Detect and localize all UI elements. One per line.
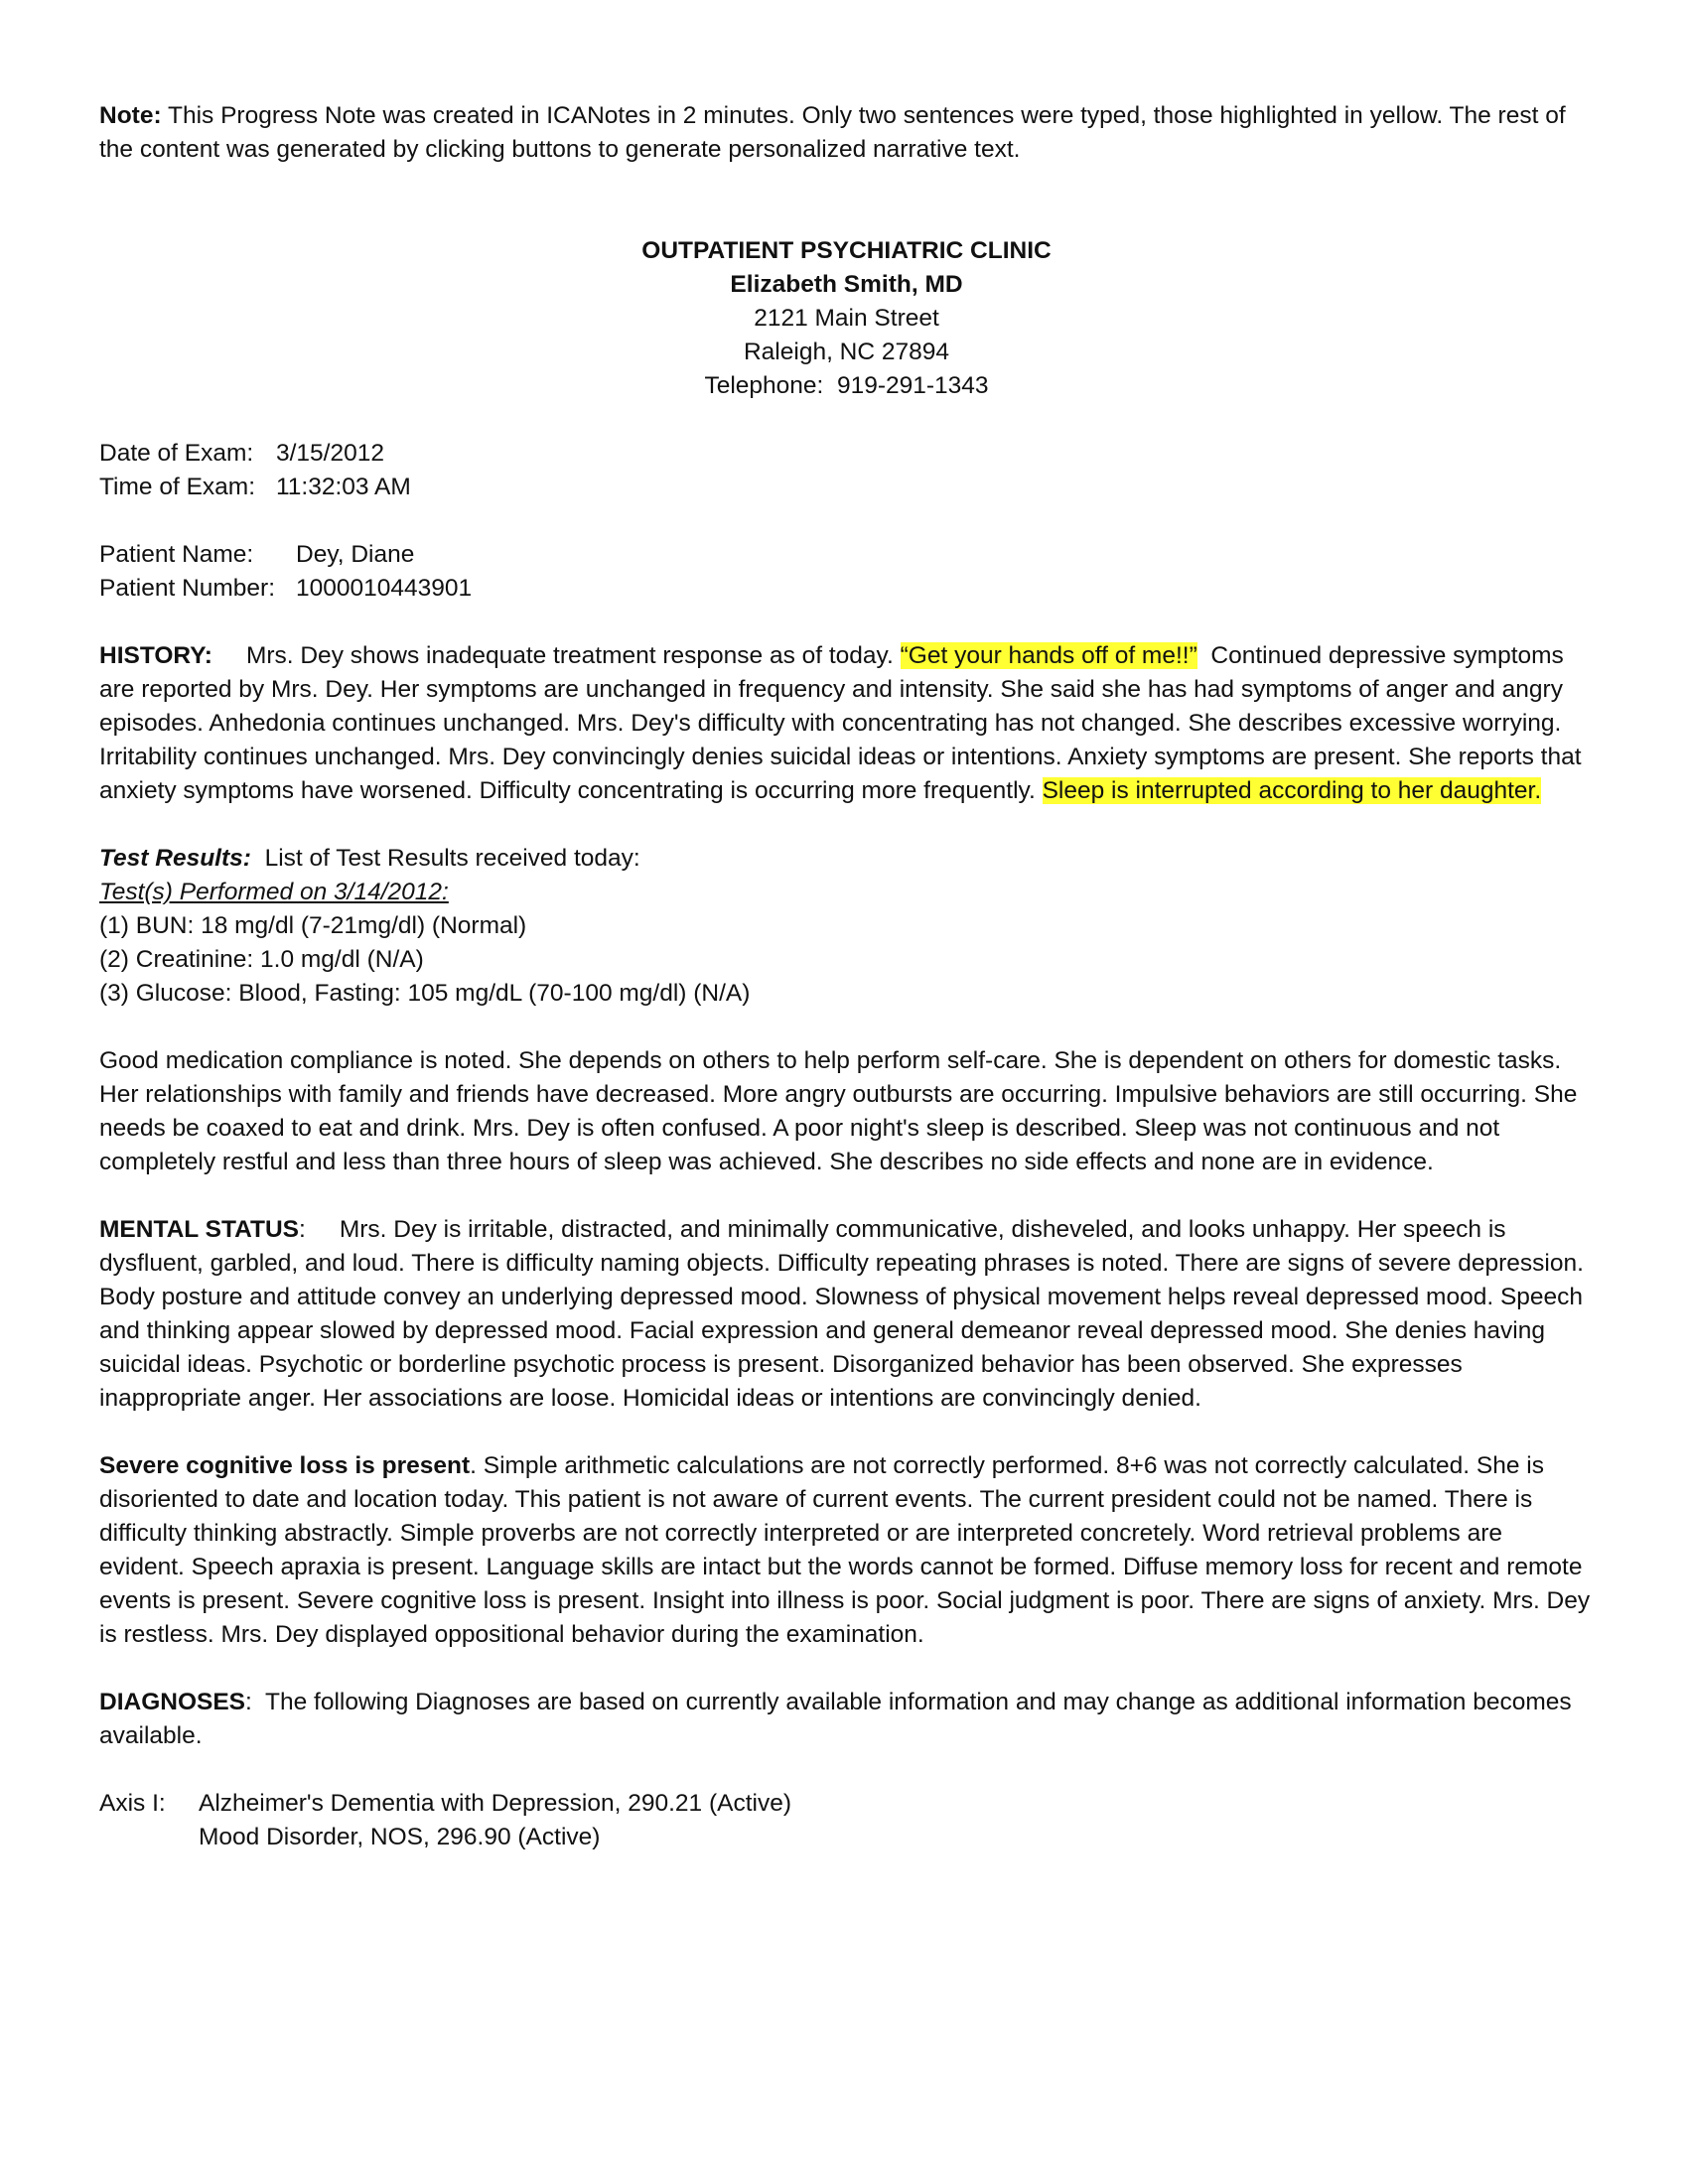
exam-date-row <box>99 437 1594 471</box>
mental-status-paragraph: MENTAL STATUS: Mrs. Dey is irritable, distracted, and minimally communicative, disheveled, and looks unhappy. Her speech is dysfluent, garbled, and loud. There is difficulty naming objects. Difficulty repeating phrases is noted. There are signs of severe depression. Body posture and attitude convey an underlying depressed mood. Slowness of physical movement helps reveal depressed mood. Speech and thinking appear slowed by depressed mood. Facial expression and general demeanor reveal depressed mood. She denies having suicidal ideas. Psychotic or borderline psychotic process is present. Disorganized behavior has been observed. She expresses inappropriate anger. Her associations are loose. Homicidal ideas or intentions are convincingly denied. <box>99 1216 1584 1412</box>
patient-name-label: Patient Name: <box>99 541 254 568</box>
test-item: (1) BUN: 18 mg/dl (7-21mg/dl) (Normal) <box>99 912 527 939</box>
patient-name-value: Dey, Diane <box>296 541 415 568</box>
diagnoses-paragraph: DIAGNOSES: The following Diagnoses are based on currently available information and may change as additional information becomes available. <box>99 1689 1572 1749</box>
phone-number: 919-291-1343 <box>836 372 989 399</box>
history-highlight-quote: “Get your hands off of me!!” <box>900 642 1197 669</box>
cognitive-label: Severe cognitive loss is present <box>99 1452 471 1479</box>
exam-time-row <box>99 471 1594 504</box>
history-text-1: Mrs. Dey shows inadequate treatment response as of today. <box>245 642 894 669</box>
exam-date-value: 3/15/2012 <box>276 440 384 467</box>
test-item: (3) Glucose: Blood, Fasting: 105 mg/dL (70-100 mg/dl) (N/A) <box>99 980 751 1007</box>
history-highlight-sleep: Sleep is interrupted according to her daughter. <box>1042 777 1542 804</box>
mental-status-text: Mrs. Dey is irritable, distracted, and minimally communicative, disheveled, and looks unhappy. Her speech is dysfluent, garbled, and loud. There is difficulty naming objects. Difficulty repeating phrases is noted. There are signs of severe depression. Body posture and attitude convey an underlying depressed mood. Slowness of physical movement helps reveal depressed mood. Speech and thinking appear slowed by depressed mood. Facial expression and general demeanor reveal depressed mood. She denies having suicidal ideas. Psychotic or borderline psychotic process is present. Disorganized behavior has been observed. She expresses inappropriate anger. Her associations are loose. Homicidal ideas or intentions are convincingly denied. <box>99 1216 1584 1412</box>
diagnosis-item: Mood Disorder, NOS, 296.90 (Active) <box>199 1824 601 1850</box>
patient-number-label: Patient Number: <box>99 575 276 602</box>
note-paragraph <box>99 99 1594 167</box>
mental-status-label: MENTAL STATUS <box>99 1216 299 1243</box>
patient-name-row <box>99 538 1594 572</box>
tests-performed-date: Test(s) Performed on 3/14/2012: <box>99 879 449 905</box>
exam-time-label: Time of Exam: <box>99 474 256 500</box>
axis-label: Axis I: <box>99 1790 166 1817</box>
patient-number-value: 1000010443901 <box>296 575 473 602</box>
clinic-city: Raleigh, NC 27894 <box>743 339 950 365</box>
history-paragraph <box>99 639 1594 808</box>
diagnosis-item: Alzheimer's Dementia with Depression, 290.21 (Active) <box>199 1790 792 1817</box>
test-results-label: Test Results: <box>99 845 251 872</box>
doctor-name: Elizabeth Smith, MD <box>730 271 963 298</box>
diagnosis-list <box>199 1787 791 1854</box>
clinic-header <box>99 234 1594 403</box>
phone-label: Telephone: <box>704 372 824 399</box>
exam-time-value: 11:32:03 AM <box>276 474 411 500</box>
compliance-paragraph: Good medication compliance is noted. She depends on others to help perform self-care. She is dependent on others for domestic tasks. Her relationships with family and friends have decreased. More angry outbursts are occurring. Impulsive behaviors are still occurring. She needs be coaxed to eat and drink. Mrs. Dey is often confused. A poor night's sleep is described. Sleep was not continuous and not completely restful and less than three hours of sleep was achieved. She describes no side effects and none are in evidence. <box>99 1047 1578 1175</box>
progress-note-page <box>99 99 1594 1854</box>
exam-date-label: Date of Exam: <box>99 440 254 467</box>
clinic-phone <box>99 369 1594 403</box>
clinic-name: OUTPATIENT PSYCHIATRIC CLINIC <box>641 237 1052 264</box>
diagnoses-text: The following Diagnoses are based on currently available information and may change as additional information becomes available. <box>99 1689 1572 1749</box>
test-item: (2) Creatinine: 1.0 mg/dl (N/A) <box>99 946 424 973</box>
cognitive-paragraph <box>99 1449 1594 1652</box>
patient-number-row <box>99 572 1594 606</box>
axis-one-block <box>99 1787 1594 1854</box>
cognitive-text: . Simple arithmetic calculations are not correctly performed. 8+6 was not correctly calculated. She is disoriented to date and location today. This patient is not aware of current events. The current president could not be named. There is difficulty thinking abstractly. Simple proverbs are not correctly interpreted or are interpreted concretely. Word retrieval problems are evident. Speech apraxia is present. Language skills are intact but the words cannot be formed. Diffuse memory loss for recent and remote events is present. Severe cognitive loss is present. Insight into illness is poor. Social judgment is poor. There are signs of anxiety. Mrs. Dey is restless. Mrs. Dey displayed oppositional behavior during the examination. <box>99 1452 1591 1648</box>
note-label: Note: <box>99 102 162 129</box>
history-text-2: Continued depressive symptoms are reported by Mrs. Dey. Her symptoms are unchanged in frequency and intensity. She said she has had symptoms of anger and angry episodes. Anhedonia continues unchanged. Mrs. Dey's difficulty with concentrating has not changed. She describes excessive worrying. Irritability continues unchanged. Mrs. Dey convincingly denies suicidal ideas or intentions. Anxiety symptoms are present. She reports that anxiety symptoms have worsened. Difficulty concentrating is occurring more frequently. <box>99 642 1582 804</box>
note-text: This Progress Note was created in ICANotes in 2 minutes. Only two sentences were typed, those highlighted in yellow. The rest of the content was generated by clicking buttons to generate personalized narrative text. <box>99 102 1566 163</box>
diagnoses-label: DIAGNOSES <box>99 1689 246 1715</box>
test-results-intro: List of Test Results received today: <box>264 845 640 872</box>
clinic-street: 2121 Main Street <box>754 305 939 332</box>
test-results-heading <box>99 842 1594 876</box>
history-label: HISTORY: <box>99 642 212 669</box>
